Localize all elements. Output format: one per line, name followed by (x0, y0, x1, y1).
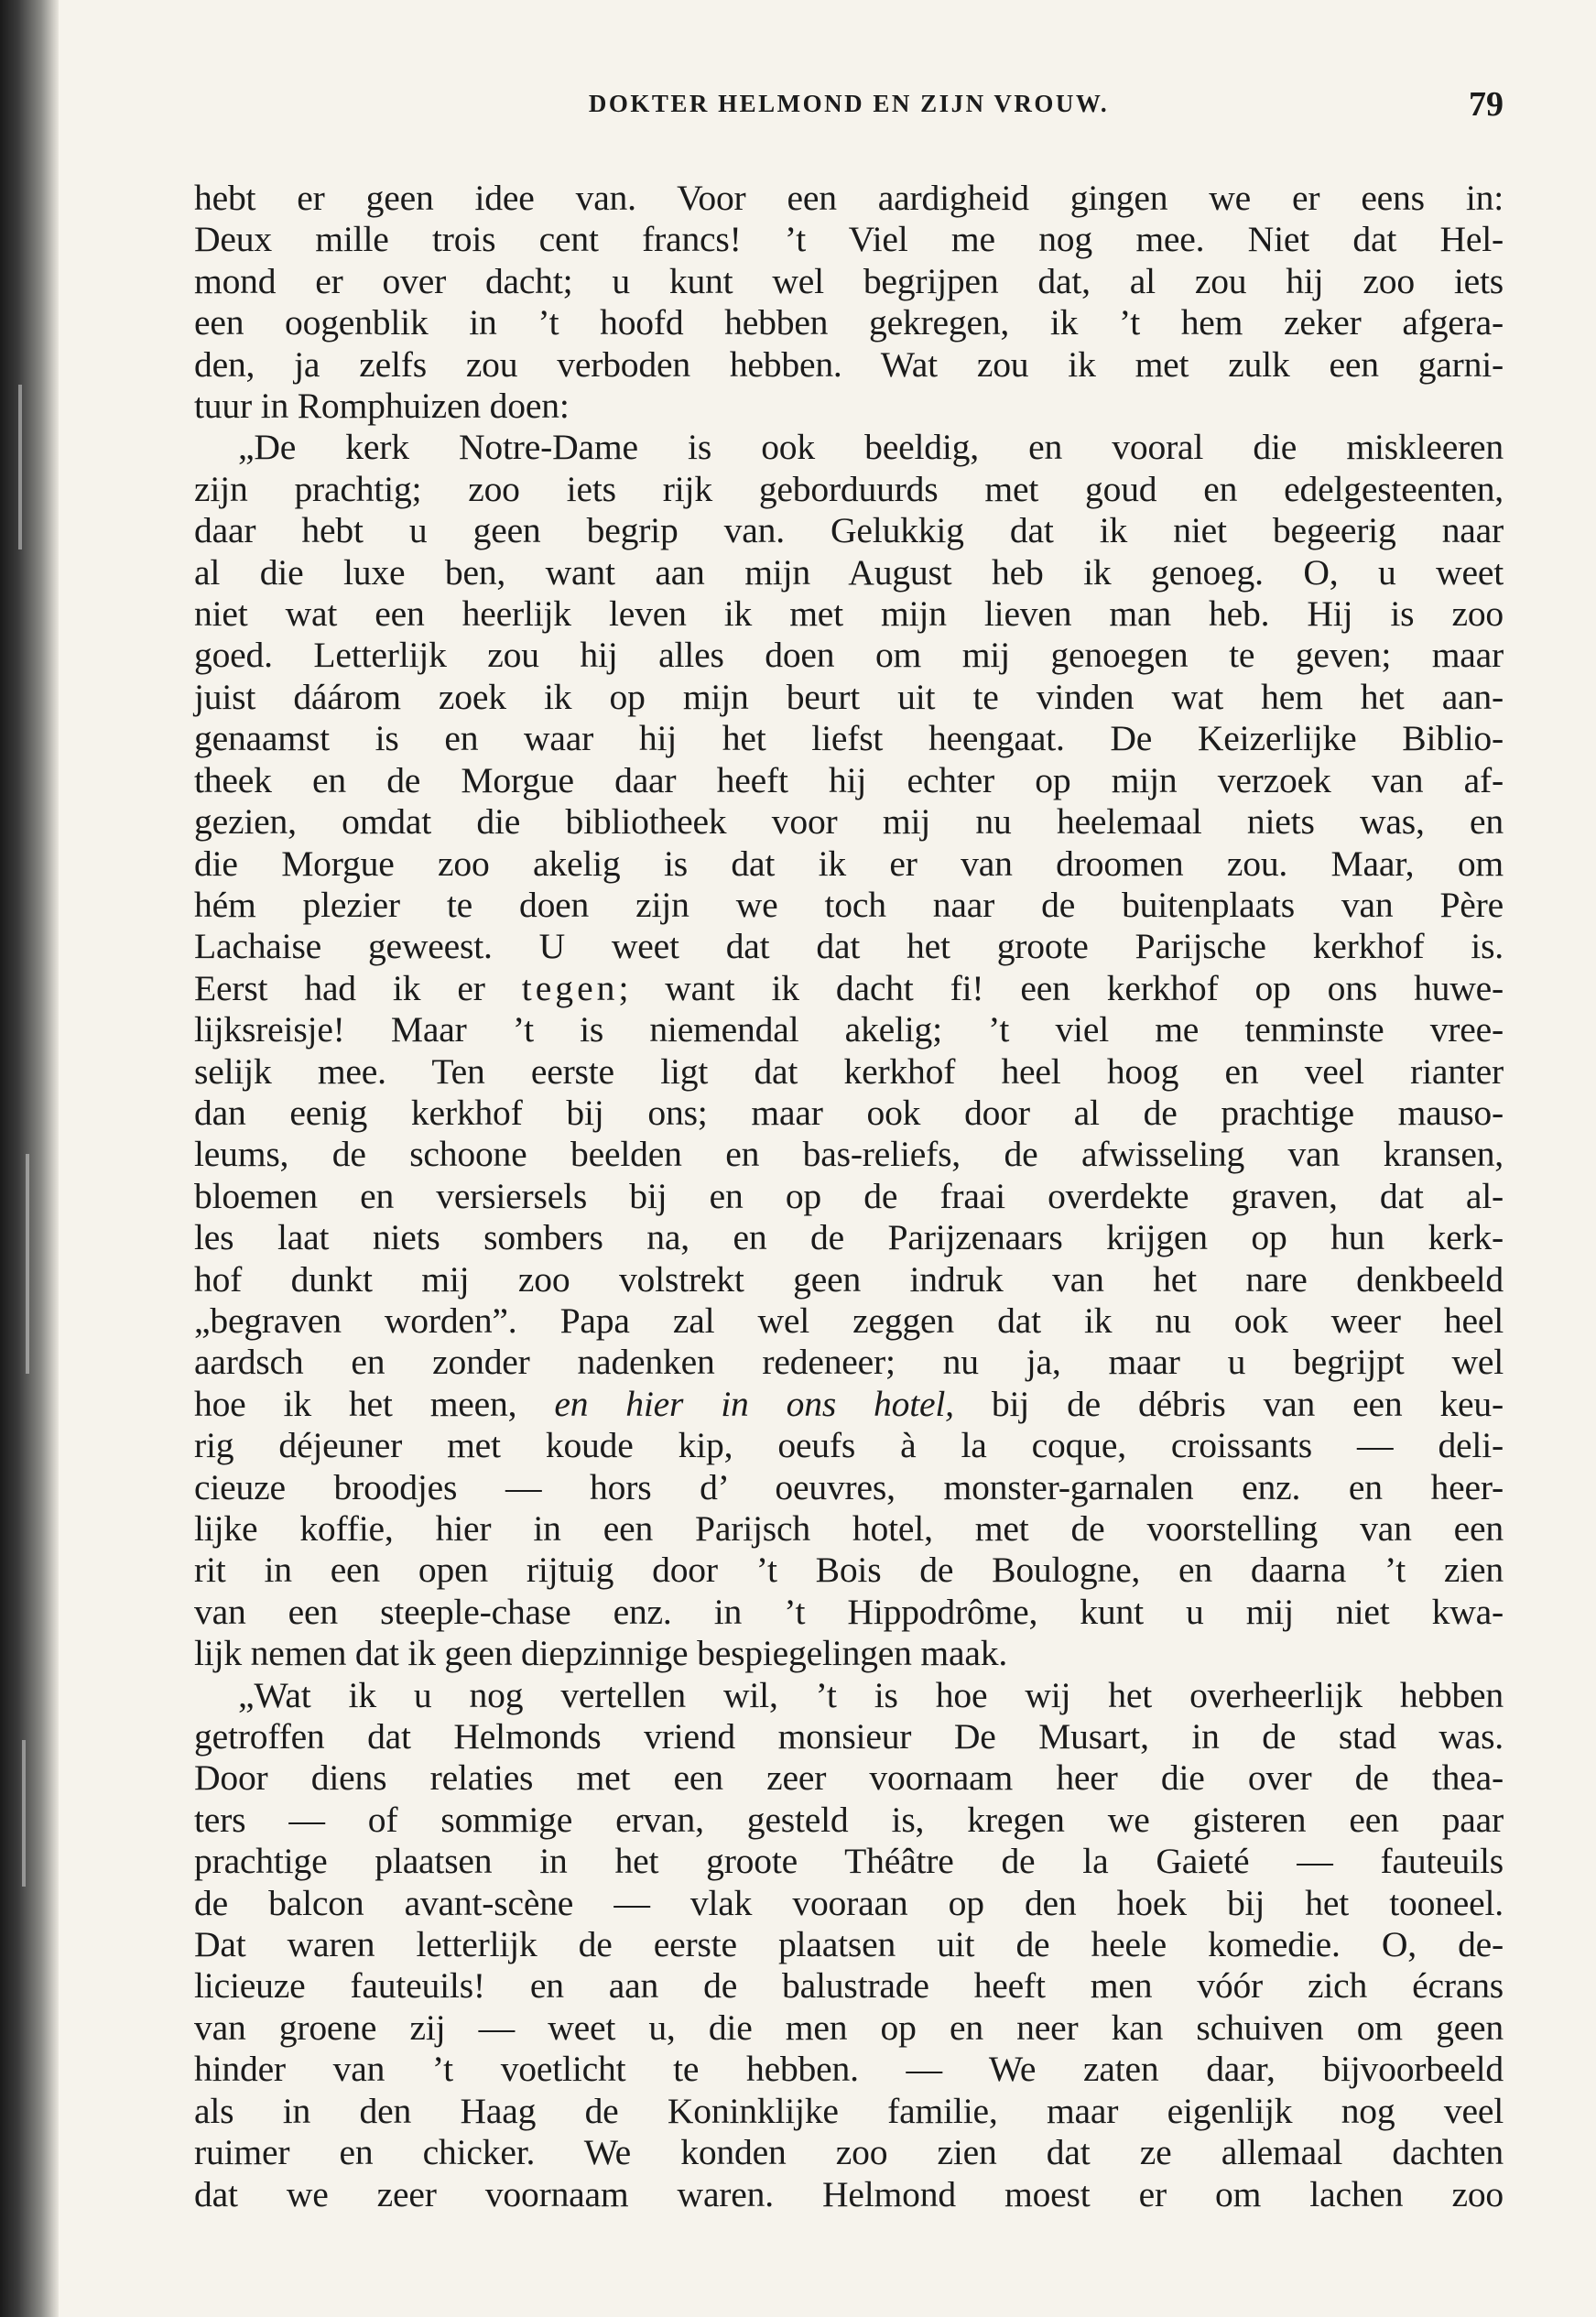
text-line: getroffen dat Helmonds vriend monsieur De Musart, in de stad was. (194, 1716, 1504, 1757)
text-line: dat we zeer voornaam waren. Helmond moest er om lachen zoo (194, 2173, 1504, 2214)
text-line: licieuze fauteuils! en aan de balustrade heeft men vóór zich écrans (194, 1965, 1504, 2007)
text-line: goed. Letterlijk zou hij alles doen om mij genoegen te geven; maar (194, 635, 1504, 676)
text-line: bloemen en versiersels bij en op de fraai overdekte graven, dat al- (194, 1175, 1504, 1216)
text-line: van groene zij — weet u, die men op en neer kan schuiven om geen (194, 2007, 1504, 2048)
gutter-streak (22, 1740, 26, 1887)
text-line: lijk nemen dat ik geen diepzinnige bespiegelingen maak. (194, 1633, 1008, 1674)
text-line: leums, de schoone beelden en bas-reliefs, de afwisseling van kransen, (194, 1134, 1504, 1175)
text-line: ruimer en chicker. We konden zoo zien dat ze allemaal dachten (194, 2132, 1504, 2173)
text-line: mond er over dacht; u kunt wel begrijpen dat, al zou hij zoo iets (194, 260, 1504, 301)
text-line: niet wat een heerlijk leven ik met mijn lieven man heb. Hij is zoo (194, 593, 1504, 635)
text-line: van een steeple-chase enz. in ’t Hippodrôme, kunt u mij niet kwa- (194, 1591, 1504, 1632)
gutter-streak (26, 1154, 29, 1374)
text-line: rig déjeuner met koude kip, oeufs à la coque, croissants — deli- (194, 1425, 1504, 1466)
text-line: Deux mille trois cent francs! ’t Viel me nog mee. Niet dat Hel- (194, 219, 1504, 260)
running-head (194, 84, 1504, 136)
text-line: „begraven worden”. Papa zal wel zeggen dat ik nu ook weer heel (194, 1300, 1504, 1341)
text-line: aardsch en zonder nadenken redeneer; nu ja, maar u begrijpt wel (194, 1342, 1504, 1383)
text-line: een oogenblik in ’t hoofd hebben gekregen, ik ’t hem zeker afgera- (194, 302, 1504, 343)
text-line: den, ja zelfs zou verboden hebben. Wat zou ik met zulk een garni- (194, 343, 1504, 385)
text-line: prachtige plaatsen in het groote Théâtre de la Gaieté — fauteuils (194, 1841, 1504, 1882)
text-line: genaamst is en waar hij het liefst heengaat. De Keizerlijke Biblio- (194, 718, 1504, 759)
text-line: daar hebt u geen begrip van. Gelukkig dat ik niet begeerig naar (194, 510, 1504, 551)
page-number: 79 (1469, 85, 1504, 124)
gutter-streak (18, 385, 22, 549)
text-line: gezien, omdat die bibliotheek voor mij nu heelemaal niets was, en (194, 801, 1504, 843)
text-line: Eerst had ik er tegen; want ik dacht fi! een kerkhof op ons huwe- (194, 967, 1504, 1008)
text-line: ters — of sommige ervan, gesteld is, kregen we gisteren een paar (194, 1799, 1504, 1840)
text-line: zijn prachtig; zoo iets rijk geborduurds met goud en edelgesteenten, (194, 468, 1504, 509)
text-line: „De kerk Notre-Dame is ook beeldig, en vooral die miskleeren (238, 427, 1504, 468)
text-line: hof dunkt mij zoo volstrekt geen indruk van het nare denkbeeld (194, 1258, 1504, 1300)
text-line: cieuze broodjes — hors d’ oeuvres, monster-garnalen enz. en heer- (194, 1466, 1504, 1507)
text-line: lijke koffie, hier in een Parijsch hotel, met de voorstelling van een (194, 1508, 1504, 1549)
text-line: les laat niets sombers na, en de Parijzenaars krijgen op hun kerk- (194, 1217, 1504, 1258)
book-page (194, 84, 1504, 2215)
text-line: Door diens relaties met een zeer voornaam heer die over de thea- (194, 1757, 1504, 1799)
text-line: Lachaise geweest. U weet dat dat het groote Parijsche kerkhof is. (194, 926, 1504, 967)
text-line: als in den Haag de Koninklijke familie, maar eigenlijk nog veel (194, 2090, 1504, 2131)
italic-phrase: en hier in ons hotel, (554, 1383, 954, 1424)
text-line: lijksreisje! Maar ’t is niemendal akelig; ’t viel me tenminste vree- (194, 1009, 1504, 1050)
text-line: tuur in Romphuizen doen: (194, 386, 570, 427)
text-line: al die luxe ben, want aan mijn August heb ik genoeg. O, u weet (194, 551, 1504, 593)
text-line: „Wat ik u nog vertellen wil, ’t is hoe wij het overheerlijk hebben (238, 1674, 1504, 1715)
binding-gutter-shadow (0, 0, 59, 2317)
text-line: theek en de Morgue daar heeft hij echter op mijn verzoek van af- (194, 759, 1504, 800)
text-line: selijk mee. Ten eerste ligt dat kerkhof heel hoog en veel rianter (194, 1050, 1504, 1092)
text-line: juist dáárom zoek ik op mijn beurt uit te vinden wat hem het aan- (194, 676, 1504, 717)
text-line: hinder van ’t voetlicht te hebben. — We zaten daar, bijvoorbeeld (194, 2049, 1504, 2090)
text-line: dan eenig kerkhof bij ons; maar ook door al de prachtige mauso- (194, 1092, 1504, 1133)
body-text (194, 178, 1504, 2215)
text-line: hoe ik het meen, en hier in ons hotel, bij de débris van een keu- (194, 1383, 1504, 1424)
text-line: rit in een open rijtuig door ’t Bois de Boulogne, en daarna ’t zien (194, 1550, 1504, 1591)
text-line: de balcon avant-scène — vlak vooraan op den hoek bij het tooneel. (194, 1882, 1504, 1923)
text-line: die Morgue zoo akelig is dat ik er van droomen zou. Maar, om (194, 843, 1504, 884)
text-line: hém plezier te doen zijn we toch naar de buitenplaats van Père (194, 884, 1504, 925)
text-line: hebt er geen idee van. Voor een aardigheid gingen we er eens in: (194, 178, 1504, 218)
text-line: Dat waren letterlijk de eerste plaatsen uit de heele komedie. O, de- (194, 1924, 1504, 1965)
running-title: DOKTER HELMOND EN ZIJN VROUW. (588, 90, 1110, 117)
emphasized-word: tegen (521, 967, 619, 1008)
